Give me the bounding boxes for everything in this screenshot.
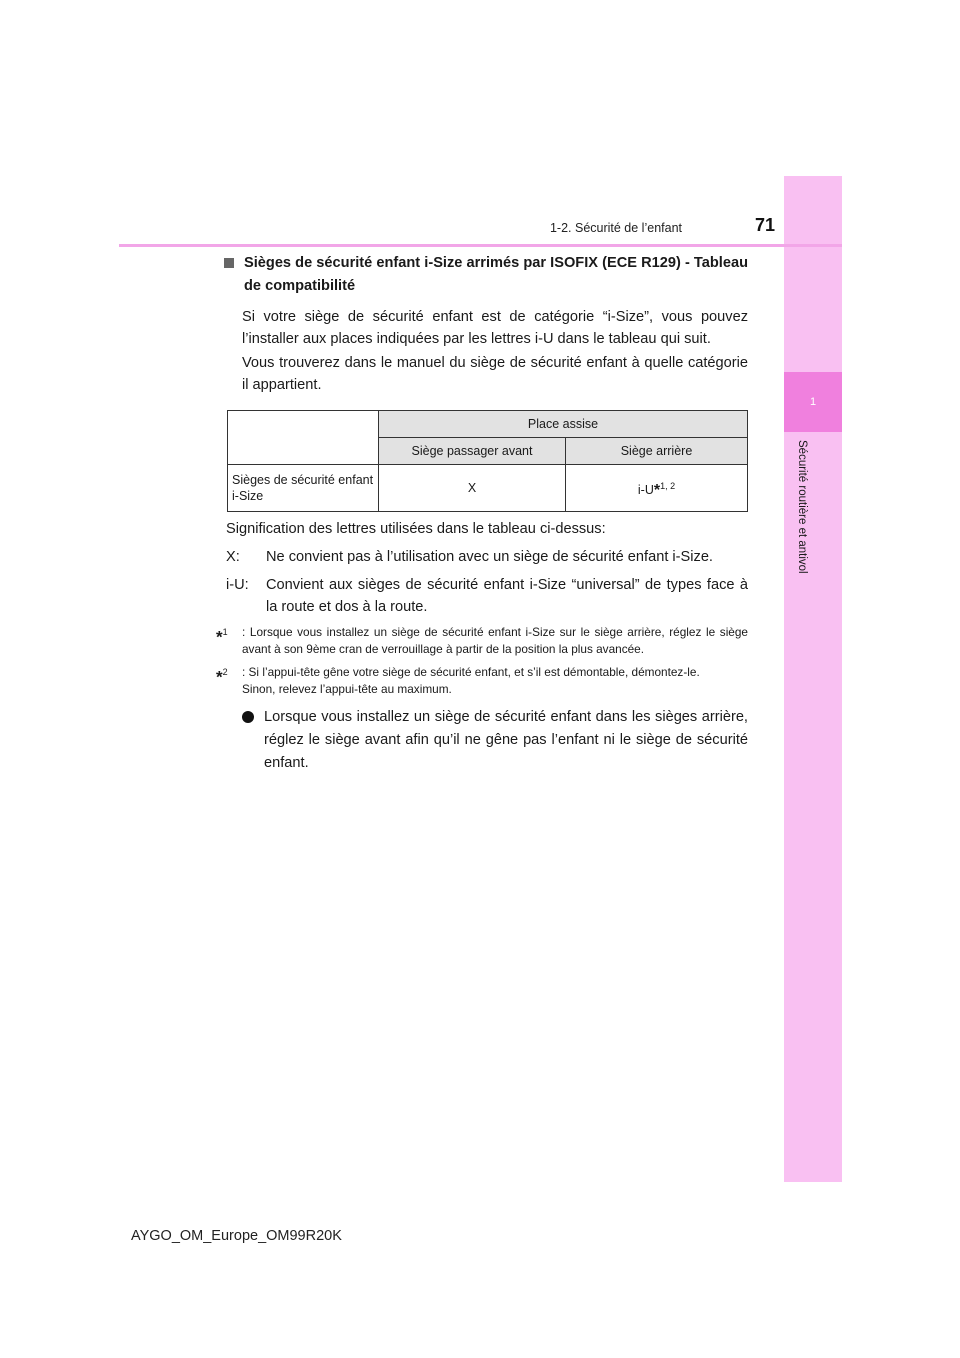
bullet-item [242,706,748,775]
cell-rear-value: i-U [637,482,654,497]
intro-paragraph-2: Vous trouverez dans le manuel du siège de sécurité enfant à quelle catégorie il appartient. [242,355,748,393]
cell-front: X [379,465,566,512]
footnote-text: : Si l’appui-tête gêne votre siège de sécurité enfant, et s’il est démontable, démontez-le. Sinon, relevez l’appui-tête au maximum. [242,665,700,696]
footnote-asterisk: * [216,627,223,647]
legend-item [222,574,748,618]
page-content [216,252,748,775]
section-title: 1-2. Sécurité de l’enfant [549,221,682,235]
legend-text: Ne convient pas à l’utilisation avec un siège de sécurité enfant i-Size. [266,549,713,565]
legend-intro: Signification des lettres utilisées dans le tableau ci-dessus: [226,521,606,537]
column-header-front: Siège passager avant [379,438,566,465]
legend-item [222,546,748,568]
table-row [228,465,748,512]
chapter-title: Sécurité routière et antivol [796,440,808,574]
footnote-number: 2 [222,667,228,677]
cell-rear [566,465,748,512]
compatibility-table [227,410,748,512]
legend-text: Convient aux sièges de sécurité enfant i-Size “universal” de types face à la route et dos à la route. [266,577,748,615]
page-number: 71 [754,215,775,235]
table-corner-cell [228,411,379,465]
bullet-dot-icon [242,711,254,723]
section-heading [222,252,748,298]
footnote-number: 1 [222,627,228,637]
note-refs: 1, 2 [660,480,676,491]
chapter-number-tab[interactable] [784,372,842,432]
footnote-1 [216,624,748,658]
footnote-text: : Lorsque vous installez un siège de sécurité enfant i-Size sur le siège arrière, réglez le siège avant à son 9ème cran de verrouillage à partir de la position la plus avancée. [242,625,748,656]
square-bullet-icon [224,258,234,268]
note-asterisk: * [653,481,661,499]
heading-text: Sièges de sécurité enfant i-Size arrimés par ISOFIX (ECE R129) - Tableau de compatibilité [244,255,748,294]
chapter-side-tab [784,176,842,1182]
row-label: Sièges de sécurité enfant i-Size [228,465,379,512]
header-divider [119,244,842,247]
legend-key: i-U: [226,577,249,593]
footer-doc-id: AYGO_OM_Europe_OM99R20K [131,1228,342,1244]
chapter-number: 1 [809,396,817,408]
footnote-2 [216,664,748,698]
footnote-asterisk: * [216,667,223,687]
column-header-rear: Siège arrière [566,438,748,465]
intro-paragraph-1: Si votre siège de sécurité enfant est de catégorie “i-Size”, vous pouvez l’installer aux places indiquées par les lettres i-U dans le tableau qui suit. [242,309,748,347]
legend-key: X: [226,549,240,565]
bullet-text: Lorsque vous installez un siège de sécurité enfant dans les sièges arrière, réglez le siège avant afin qu’il ne gêne pas l’enfant ni le siège de sécurité enfant. [264,709,748,771]
table-group-header: Place assise [379,411,748,438]
